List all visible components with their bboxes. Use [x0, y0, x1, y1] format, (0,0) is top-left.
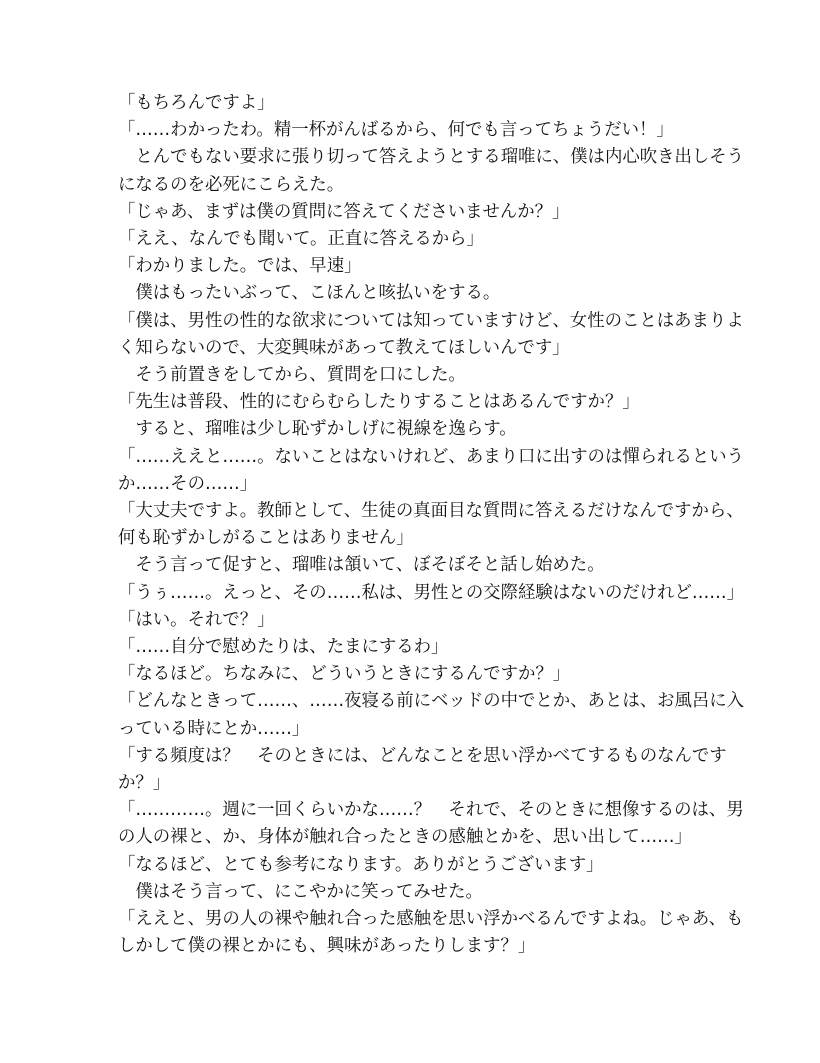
text-line: 「…………。週に一回くらいかな……？ それで、そのときに想像するのは、男 [118, 800, 744, 821]
text-line: 「する頻度は？ そのときには、どんなことを思い浮かべてするものなんです [118, 745, 727, 766]
text-line: 「先生は普段、性的にむらむらしたりすることはあるんですか？」 [118, 392, 640, 413]
text-line: になるのを必死にこらえた。 [118, 174, 345, 195]
text-line: そう言って促すと、瑠唯は頷いて、ぼそぼそと話し始めた。 [118, 555, 605, 576]
text-line: 「なるほど、とても参考になります。ありがとうございます」 [118, 854, 604, 875]
text-line: 「どんなときって……、……夜寝る前にベッドの中でとか、あとは、お風呂に入 [118, 691, 745, 712]
text-line: 「……わかったわ。精一杯がんばるから、何でも言ってちょうだい！」 [118, 120, 674, 141]
text-line: 僕はそう言って、にこやかに笑ってみせた。 [118, 881, 483, 902]
text-line: っている時にとか……」 [118, 718, 310, 739]
text-line: 何も恥ずかしがることはありません」 [118, 528, 414, 549]
text-line: 「ええ、なんでも聞いて。正直に答えるから」 [118, 229, 484, 249]
text-line: く知らないので、大変興味があって教えてほしいんです」 [118, 337, 570, 358]
text-line: 「……ええと……。ないことはないけれど、あまり口に出すのは憚られるという [118, 446, 745, 467]
text-line: の人の裸と、か、身体が触れ合ったときの感触とかを、思い出して……」 [118, 827, 692, 848]
text-line: 「はい。それで？」 [118, 609, 275, 630]
text-line: 「なるほど。ちなみに、どういうときにするんですか？」 [118, 664, 571, 685]
text-line: か……その……」 [118, 473, 258, 494]
text-line: しかして僕の裸とかにも、興味があったりします？」 [118, 936, 536, 957]
text-line: 「もちろんですよ」 [118, 93, 275, 113]
text-line: すると、瑠唯は少し恥ずかしげに視線を逸らす。 [118, 419, 517, 440]
text-line: 「……自分で慰めたりは、たまにするわ」 [118, 637, 449, 657]
text-line: 「じゃあ、まずは僕の質問に答えてくださいませんか？」 [118, 201, 570, 222]
text-line: 「うぅ……。えっと、その……私は、男性との交際経験はないのだけれど……」 [118, 582, 745, 603]
text-line: 僕はもったいぶって、こほんと咳払いをする。 [118, 283, 501, 304]
text-line: か？」 [118, 773, 171, 793]
text-line: そう前置きをしてから、質問を口にした。 [118, 365, 466, 385]
text-line: 「わかりました。では、早速」 [118, 256, 362, 277]
text-line: 「大丈夫ですよ。教師として、生徒の真面目な質問に答えるだけなんですから、 [118, 501, 744, 521]
text-line: 「僕は、男性の性的な欲求については知っていますけど、女性のことはあまりよ [118, 310, 744, 331]
text-line: 「ええと、男の人の裸や触れ合った感触を思い浮かべるんですよね。じゃあ、も [118, 909, 744, 929]
text-line: とんでもない要求に張り切って答えようとする瑠唯に、僕は内心吹き出しそう [118, 147, 745, 168]
